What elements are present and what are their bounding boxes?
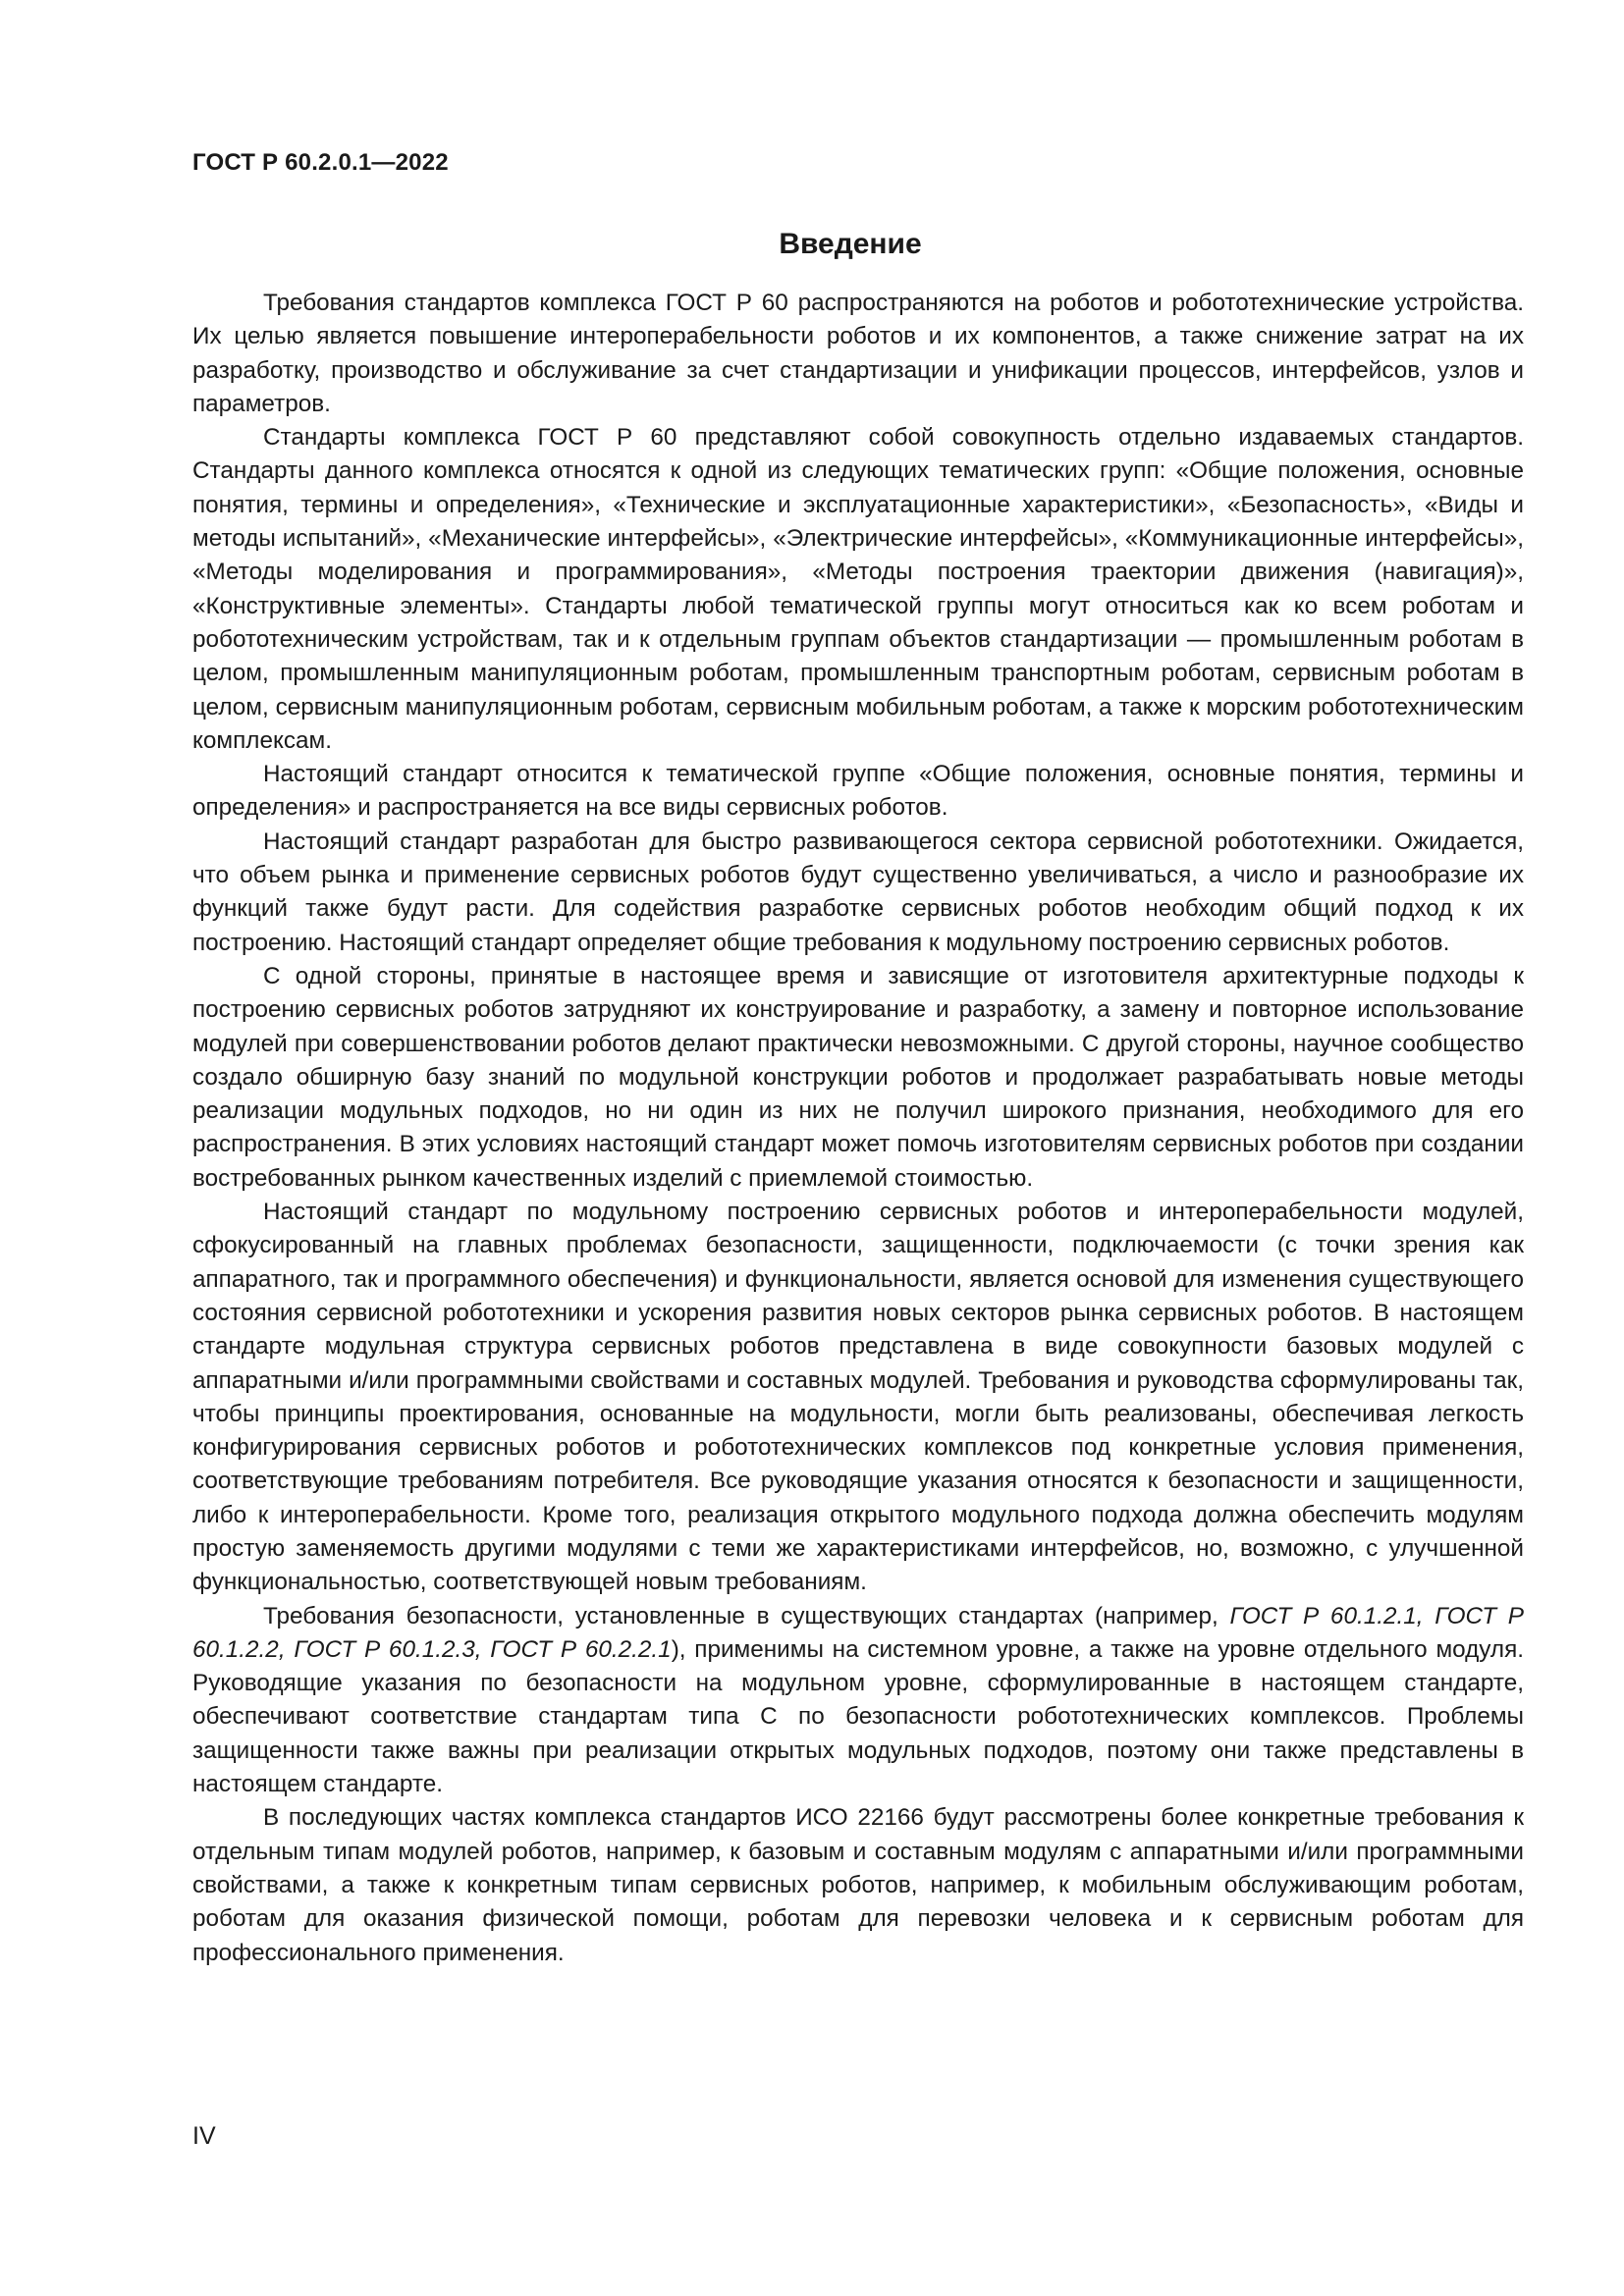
- paragraph-7-rest: ), применимы на системном уровне, а также на уровне отдельного модуля. Руководящие указания по безопасности на модульном уровне, сформулированные в настоящем стандарте, обеспечивают соответствие стандартам типа С по безопасности робототехнических комплексов. Проблемы защищенности также важны при реализации открытых модульных подходов, поэтому они также представлены в настоящем стандарте.: [192, 1635, 1525, 1798]
- paragraph-7: [192, 1600, 1524, 1802]
- paragraph-3: Настоящий стандарт относится к тематической группе «Общие положения, основные понятия, термины и определения» и распространяется на все виды сервисных роботов.: [192, 761, 1524, 822]
- page-number: IV: [192, 2122, 216, 2150]
- paragraph-6: Настоящий стандарт по модульному построению сервисных роботов и интероперабельности модулей, сфокусированный на главных проблемах безопасности, защищенности, подключаемости (с точки зрения как аппаратного, так и программного обеспечения) и функциональности, является основой для изменения существующего состояния сервисной робототехники и ускорения развития новых секторов рынка сервисных роботов. В настоящем стандарте модульная структура сервисных роботов представлена в виде совокупности базовых модулей с аппаратными и/или программными свойствами и составных модулей. Требования и руководства сформулированы так, чтобы принципы проектирования, основанные на модульности, могли быть реализованы, обеспечивая легкость конфигурирования сервисных роботов и робототехнических комплексов под конкретные условия применения, соответствующие требованиям потребителя. Все руководящие указания относятся к безопасности и защищенности, либо к интероперабельности. Кроме того, реализация открытого модульного подхода должна обеспечить модулям простую заменяемость другими модулями с теми же характеристиками интерфейсов, но, возможно, с улучшенной функциональностью, соответствующей новым требованиям.: [192, 1199, 1524, 1596]
- paragraph-5: С одной стороны, принятые в настоящее время и зависящие от изготовителя архитектурные подходы к построению сервисных роботов затрудняют их конструирование и разработку, а замену и повторное использование модулей при совершенствовании роботов делают практически невозможными. С другой стороны, научное сообщество создало обширную базу знаний по модульной конструкции роботов и продолжает разрабатывать новые методы реализации модульных подходов, но ни один из них не получил широкого признания, необходимого для его распространения. В этих условиях настоящий стандарт может помочь изготовителям сервисных роботов при создании востребованных рынком качественных изделий с приемлемой стоимостью.: [192, 962, 1524, 1192]
- document-code-header: ГОСТ Р 60.2.0.1—2022: [192, 149, 449, 176]
- paragraph-8: В последующих частях комплекса стандартов ИСО 22166 будут рассмотрены более конкретные требования к отдельным типам модулей роботов, например, к базовым и составным модулям с аппаратными и/или программными свойствами, а также к конкретным типам сервисных роботов, например, к мобильным обслуживающим роботам, роботам для оказания физической помощи, роботам для перевозки человека и к сервисным роботам для профессионального применения.: [192, 1804, 1524, 1966]
- paragraph-2: Стандарты комплекса ГОСТ Р 60 представляют собой совокупность отдельно издаваемых стандартов. Стандарты данного комплекса относятся к одной из следующих тематических групп: «Общие положения, основные понятия, термины и определения», «Технические и эксплуатационные характеристики», «Безопасность», «Виды и методы испытаний», «Механические интерфейсы», «Электрические интерфейсы», «Коммуникационные интерфейсы», «Методы моделирования и программирования», «Методы построения траектории движения (навигация)», «Конструктивные элементы». Стандарты любой тематической группы могут относиться как ко всем роботам и робототехническим устройствам, так и к отдельным группам объектов стандартизации — промышленным роботам в целом, промышленным манипуляционным роботам, промышленным транспортным роботам, сервисным роботам в целом, сервисным манипуляционным роботам, сервисным мобильным роботам, а также к морским робототехническим комплексам.: [192, 424, 1524, 754]
- paragraph-4: Настоящий стандарт разработан для быстро развивающегося сектора сервисной робототехники. Ожидается, что объем рынка и применение сервисных роботов будут существенно увеличиваться, а число и разнообразие их функций также будут расти. Для содействия разработке сервисных роботов необходим общий подход к их построению. Настоящий стандарт определяет общие требования к модульному построению сервисных роботов.: [192, 828, 1524, 956]
- introduction-body: [192, 287, 1524, 1970]
- page-title: Введение: [779, 228, 922, 260]
- referenced-standards: ГОСТ Р 60.1.2.1, ГОСТ Р 60.1.2.2, ГОСТ Р 60.1.2.3, ГОСТ Р 60.2.2.1: [192, 1602, 1525, 1663]
- paragraph-7-intro: Требования безопасности, установленные в существующих стандартах (например,: [263, 1602, 1230, 1629]
- paragraph-1: Требования стандартов комплекса ГОСТ Р 60 распространяются на роботов и робототехнические устройства. Их целью является повышение интероперабельности роботов и их компонентов, а также снижение затрат на их разработку, производство и обслуживание за счет стандартизации и унификации процессов, интерфейсов, узлов и параметров.: [192, 290, 1524, 417]
